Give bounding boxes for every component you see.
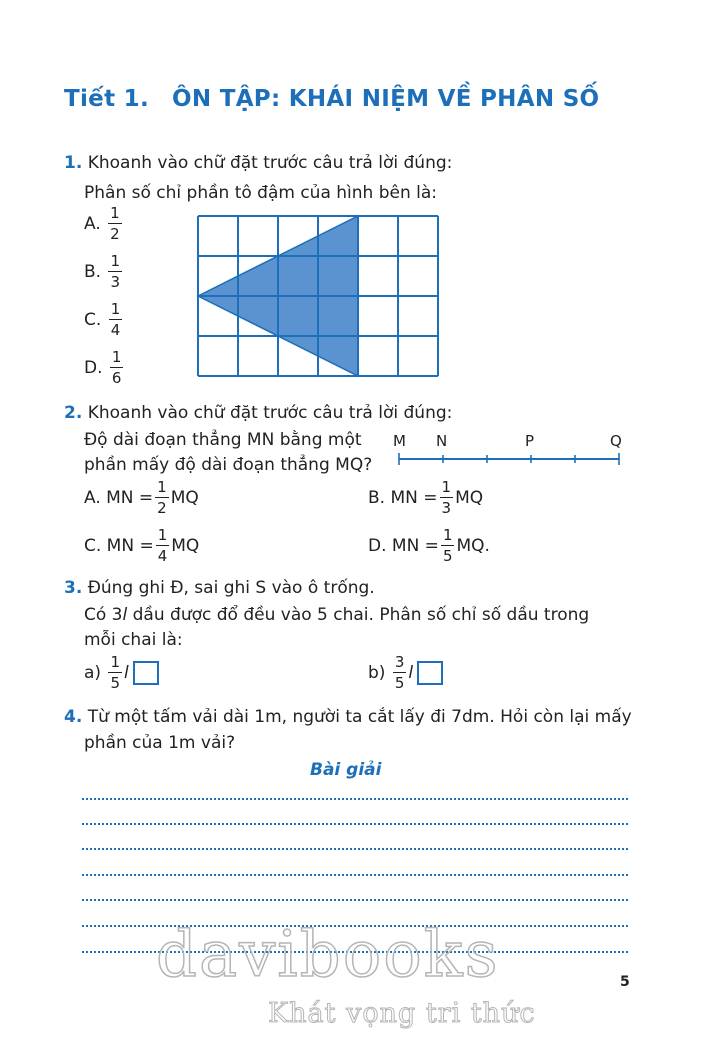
denominator: 5 xyxy=(442,547,453,565)
option-letter: A. xyxy=(84,214,101,234)
grid-lines xyxy=(198,216,438,376)
q4-number: 4. xyxy=(64,707,83,727)
option-pre: C. MN = xyxy=(84,536,154,556)
q2-instruction-row xyxy=(64,403,452,423)
denominator: 3 xyxy=(441,499,452,517)
q1-prompt: Phân số chỉ phần tô đậm của hình bên là: xyxy=(84,183,438,203)
denominator: 5 xyxy=(394,674,405,692)
q1-option-d[interactable] xyxy=(84,350,125,386)
q4-prompt-line2: phần của 1m vải? xyxy=(84,733,236,753)
option-letter: b) xyxy=(368,663,386,683)
q2-number: 2. xyxy=(64,403,83,423)
unit-liter: l xyxy=(122,605,128,625)
option-post: MQ xyxy=(455,488,484,508)
segment-label-n: N xyxy=(436,432,448,450)
fraction xyxy=(441,528,455,564)
fraction xyxy=(108,254,122,290)
fraction xyxy=(108,206,122,242)
option-pre: D. MN = xyxy=(368,536,439,556)
denominator: 2 xyxy=(110,225,120,243)
q4-prompt-row xyxy=(64,707,632,727)
lesson-title: ÔN TẬP: KHÁI NIỆM VỀ PHÂN SỐ xyxy=(172,86,600,112)
unit-liter: l xyxy=(124,663,129,683)
q3-option-b xyxy=(368,655,443,691)
fraction xyxy=(110,350,124,386)
numerator: 1 xyxy=(111,348,122,366)
q3-prompt-line2: mỗi chai là: xyxy=(84,630,183,650)
option-post: MQ xyxy=(170,488,199,508)
numerator: 1 xyxy=(442,526,453,544)
answer-box-b[interactable] xyxy=(417,661,443,685)
answer-line-2[interactable] xyxy=(82,823,628,825)
answer-line-3[interactable] xyxy=(82,848,628,850)
denominator: 4 xyxy=(110,321,121,339)
page-number: 5 xyxy=(620,974,630,990)
fraction xyxy=(155,480,169,516)
q2-option-d[interactable] xyxy=(368,528,490,564)
option-letter: a) xyxy=(84,663,102,683)
numerator: 1 xyxy=(110,653,121,671)
fraction xyxy=(156,528,170,564)
fraction xyxy=(109,302,123,338)
q2-instruction: Khoanh vào chữ đặt trước câu trả lời đúng: xyxy=(87,403,453,423)
q3-option-a xyxy=(84,655,159,691)
numerator: 1 xyxy=(110,252,121,270)
q3-prompt-b: dầu được đổ đều vào 5 chai. Phân số chỉ số dầu trong xyxy=(127,605,590,625)
q3-prompt-line1 xyxy=(84,605,589,625)
option-pre: B. MN = xyxy=(368,488,438,508)
q4-prompt-line1: Từ một tấm vải dài 1m, người ta cắt lấy đi 7dm. Hỏi còn lại mấy xyxy=(87,707,632,727)
denominator: 3 xyxy=(110,273,121,291)
numerator: 1 xyxy=(441,478,452,496)
option-letter: C. xyxy=(84,310,102,330)
watermark-slogan: Khát vọng tri thức xyxy=(268,998,536,1029)
q1-instruction: Khoanh vào chữ đặt trước câu trả lời đúng: xyxy=(87,153,453,173)
option-post: MQ. xyxy=(456,536,490,556)
answer-line-5[interactable] xyxy=(82,899,628,901)
q2-option-a[interactable] xyxy=(84,480,199,516)
denominator: 6 xyxy=(111,369,122,387)
numerator: 1 xyxy=(157,478,167,496)
segment-label-q: Q xyxy=(610,432,622,450)
lesson-label: Tiết 1. xyxy=(64,86,150,112)
q1-option-a[interactable] xyxy=(84,206,124,242)
q1-grid-figure xyxy=(196,214,440,380)
q1-option-b[interactable] xyxy=(84,254,124,290)
option-letter: B. xyxy=(84,262,102,282)
unit-liter: l xyxy=(408,663,414,683)
option-pre: A. MN = xyxy=(84,488,154,508)
segment-label-p: P xyxy=(525,432,535,450)
q2-prompt-line2: phần mấy độ dài đoạn thẳng MQ? xyxy=(84,455,373,475)
numerator: 1 xyxy=(110,204,120,222)
q2-option-c[interactable] xyxy=(84,528,199,564)
denominator: 5 xyxy=(110,674,121,692)
solution-label: Bài giải xyxy=(310,760,382,780)
watermark-logo: davibooks xyxy=(156,918,500,992)
denominator: 4 xyxy=(157,547,168,565)
q2-prompt-line1: Độ dài đoạn thẳng MN bằng một xyxy=(84,430,362,450)
answer-line-1[interactable] xyxy=(82,798,628,800)
numerator: 1 xyxy=(157,526,168,544)
numerator: 3 xyxy=(394,653,405,671)
q3-number: 3. xyxy=(64,578,83,598)
fraction xyxy=(440,480,454,516)
segment-mq xyxy=(396,452,624,466)
fraction xyxy=(108,655,122,691)
fraction xyxy=(393,655,407,691)
option-post: MQ xyxy=(171,536,200,556)
q3-instruction-row xyxy=(64,578,375,598)
segment-label-m: M xyxy=(393,432,406,450)
q3-prompt-a: Có 3 xyxy=(84,605,123,625)
denominator: 2 xyxy=(157,499,167,517)
q1-instruction-row xyxy=(64,153,452,173)
q1-number: 1. xyxy=(64,153,83,173)
q3-instruction: Đúng ghi Đ, sai ghi S vào ô trống. xyxy=(87,578,375,598)
option-letter: D. xyxy=(84,358,103,378)
q1-option-c[interactable] xyxy=(84,302,124,338)
q2-option-b[interactable] xyxy=(368,480,483,516)
numerator: 1 xyxy=(110,300,121,318)
answer-line-4[interactable] xyxy=(82,874,628,876)
answer-box-a[interactable] xyxy=(133,661,159,685)
